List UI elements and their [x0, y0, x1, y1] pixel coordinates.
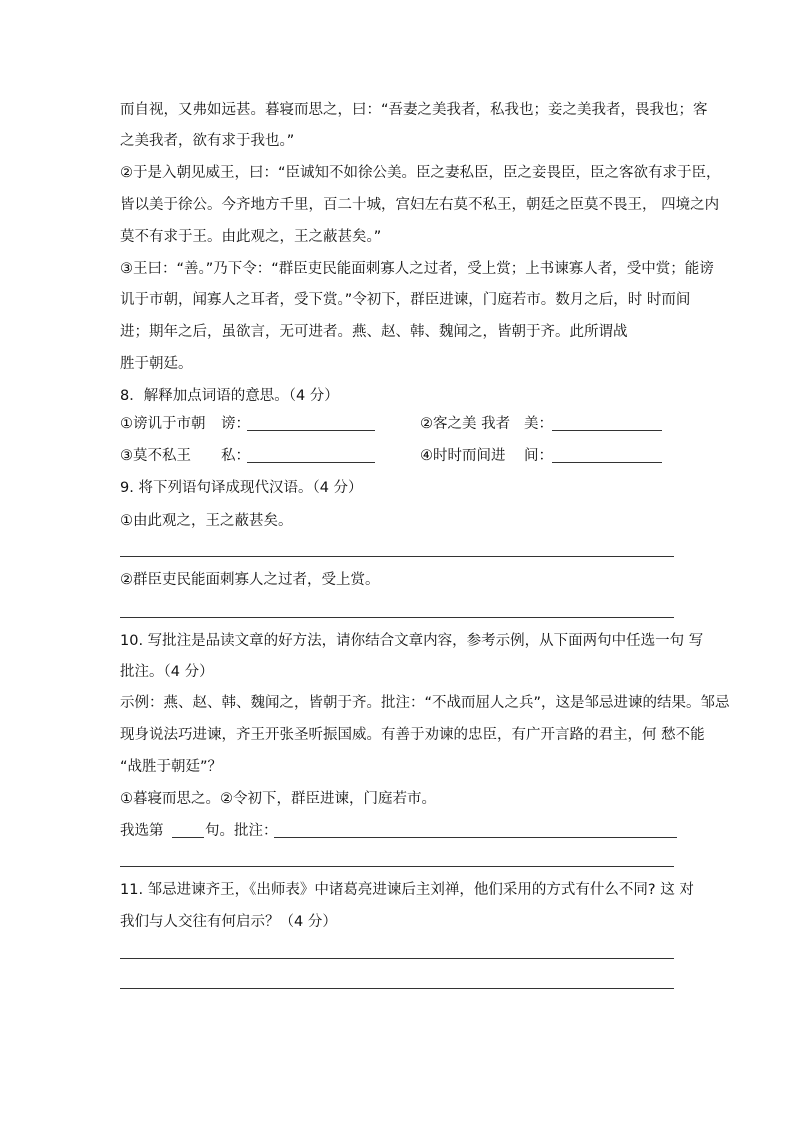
q10-answer-label: 句。批注： — [205, 823, 278, 839]
q8-item-4-answer-blank[interactable] — [552, 448, 662, 463]
q10-example-line: 现身说法巧进谏，齐王开张圣听振国威。有善于劝谏的忠臣，有广开言路的君主，何 愁不能 — [120, 727, 705, 743]
q10-example-line: “战胜于朝廷”？ — [120, 759, 223, 775]
q9-sentence-2: ②群臣吏民能面刺寡人之过者，受上赏。 — [120, 572, 380, 588]
passage-line: 而自视，又弗如远甚。暮寝而思之，曰：“吾妻之美我者，私我也；妾之美我者，畏我也；客 — [120, 102, 708, 118]
q10-example-line: 示例：燕、赵、韩、魏闻之，皆朝于齐。批注：“不战而屈人之兵”，这是邹忌进谏的结果。邹忌 — [120, 695, 730, 711]
q8-item-3-word: 私： — [221, 448, 250, 464]
question-10-prompt-cont: 批注。（4 分） — [120, 664, 214, 680]
q10-choice-blank[interactable] — [172, 823, 204, 838]
question-11-prompt: 11. 邹忌进谏齐王，《出师表》中诸葛亮进谏后主刘禅，他们采用的方式有什么不同? 这 对 — [120, 882, 694, 898]
question-9-prompt: 9. 将下列语句译成现代汉语。（4 分） — [120, 480, 363, 496]
q8-item-1-word: 谤： — [221, 416, 250, 432]
question-10-prompt: 10. 写批注是品读文章的好方法，请你结合文章内容，参考示例，从下面两句中任选一句 写 — [120, 633, 704, 649]
passage-line: 讥于市朝，闻寡人之耳者，受下赏。”令初下，群臣进谏，门庭若市。数月之后，时 时而间 — [120, 292, 691, 308]
q8-item-3-answer-blank[interactable] — [247, 448, 375, 463]
q8-item-4-word: 间： — [524, 448, 553, 464]
q10-annotation-blank[interactable] — [274, 823, 677, 838]
passage-line: 莫不有求于王。由此观之，王之蔽甚矣。” — [120, 229, 382, 245]
q9-answer-line-2[interactable] — [120, 617, 674, 618]
passage-line: 胜于朝廷。 — [120, 356, 193, 372]
q8-item-1-answer-blank[interactable] — [247, 416, 375, 431]
q10-options: ①暮寝而思之。②令初下，群臣进谏，门庭若市。 — [120, 791, 436, 807]
q10-answer-prefix: 我选第 — [120, 823, 164, 839]
q11-answer-line-2[interactable] — [120, 988, 674, 989]
q8-item-2-phrase: ②客之美 我者 — [420, 416, 511, 432]
passage-line: 皆以美于徐公。今齐地方千里，百二十城，宫妇左右莫不私王，朝廷之臣莫不畏王， 四境之内 — [120, 197, 720, 213]
passage-line: ②于是入朝见威王，曰：“臣诚知不如徐公美。臣之妻私臣，臣之妾畏臣，臣之客欲有求于臣， — [120, 165, 721, 181]
q9-sentence-1: ①由此观之，王之蔽甚矣。 — [120, 513, 293, 529]
q8-item-2-word: 美： — [524, 416, 553, 432]
q8-item-4-phrase: ④时时而间进 — [420, 448, 506, 464]
q8-item-2-answer-blank[interactable] — [552, 416, 662, 431]
q10-answer-line[interactable] — [120, 866, 674, 867]
question-11-prompt-cont: 我们与人交往有何启示？（4 分） — [120, 914, 337, 930]
q9-answer-line-1[interactable] — [120, 556, 674, 557]
q8-item-1-phrase: ①谤讥于市朝 — [120, 416, 206, 432]
passage-line: 进；期年之后，虽欲言，无可进者。燕、赵、韩、魏闻之，皆朝于齐。此所谓战 — [120, 324, 628, 340]
passage-line: 之美我者，欲有求于我也。” — [120, 133, 295, 149]
q11-answer-line-1[interactable] — [120, 958, 674, 959]
passage-line: ③王曰：“善。”乃下令：“群臣吏民能面刺寡人之过者，受上赏；上书谏寡人者，受中赏；能谤 — [120, 261, 714, 277]
q8-item-3-phrase: ③莫不私王 — [120, 448, 191, 464]
question-8-prompt: 8．解释加点词语的意思。（4 分） — [120, 388, 339, 404]
